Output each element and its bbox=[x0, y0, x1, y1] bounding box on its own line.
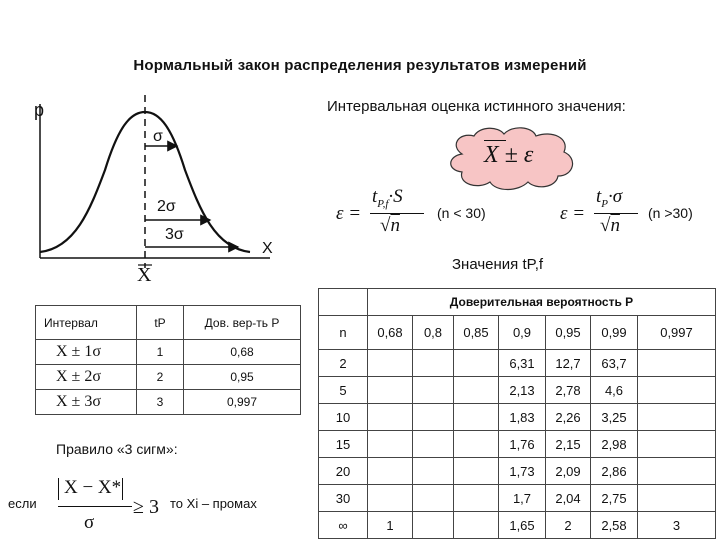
probability-cell: 0,997 bbox=[184, 390, 301, 415]
p-header: 0,99 bbox=[591, 316, 638, 350]
t-value-cell: 2,75 bbox=[591, 485, 638, 512]
table-row bbox=[36, 365, 301, 390]
t-value-cell bbox=[368, 458, 413, 485]
tp-cell: 1 bbox=[137, 340, 184, 365]
t-value-cell bbox=[454, 404, 499, 431]
n-cell: 2 bbox=[319, 350, 368, 377]
table-row bbox=[36, 390, 301, 415]
sigma1-label: σ bbox=[153, 128, 163, 145]
x-mean-label: X bbox=[137, 264, 152, 286]
header-interval: Интервал bbox=[36, 306, 137, 340]
header-probability: Дов. вер-ть P bbox=[184, 306, 301, 340]
t-value-cell bbox=[454, 350, 499, 377]
p-header: 0,85 bbox=[454, 316, 499, 350]
t-value-cell bbox=[413, 377, 454, 404]
sigma2-label: 2σ bbox=[157, 198, 176, 215]
t-value-cell bbox=[368, 377, 413, 404]
t-value-cell bbox=[638, 404, 716, 431]
probability-cell: 0,68 bbox=[184, 340, 301, 365]
t-value-cell bbox=[368, 404, 413, 431]
t-value-cell bbox=[638, 431, 716, 458]
t-value-cell: 1 bbox=[368, 512, 413, 539]
rule-title: Правило «3 сигм»: bbox=[56, 441, 178, 457]
t-value-cell: 2,98 bbox=[591, 431, 638, 458]
t-value-cell: 1,7 bbox=[499, 485, 546, 512]
t-value-cell bbox=[368, 350, 413, 377]
condition-right: (n >30) bbox=[648, 205, 693, 221]
n-header: n bbox=[319, 316, 368, 350]
rule-if: если bbox=[8, 496, 37, 511]
p-header: 0,9 bbox=[499, 316, 546, 350]
interval-cell: X ± 2σ bbox=[36, 365, 137, 390]
condition-left: (n < 30) bbox=[437, 205, 486, 221]
t-value-cell: 2,15 bbox=[546, 431, 591, 458]
t-value-cell bbox=[638, 377, 716, 404]
rule-denominator: σ bbox=[84, 512, 95, 533]
header-tp: tP bbox=[137, 306, 184, 340]
x-axis-label: X bbox=[262, 240, 273, 257]
t-value-cell: 2,78 bbox=[546, 377, 591, 404]
t-value-cell: 1,83 bbox=[499, 404, 546, 431]
t-value-cell bbox=[413, 431, 454, 458]
t-value-cell: 2,09 bbox=[546, 458, 591, 485]
interval-cell: X ± 3σ bbox=[36, 390, 137, 415]
t-value-cell bbox=[413, 404, 454, 431]
sigma3-label: 3σ bbox=[165, 226, 184, 243]
t-value-cell bbox=[413, 350, 454, 377]
t-value-cell: 6,31 bbox=[499, 350, 546, 377]
p-header: 0,997 bbox=[638, 316, 716, 350]
table-row bbox=[319, 404, 716, 431]
table-row bbox=[319, 350, 716, 377]
rule-conclusion: то Xi – промах bbox=[170, 496, 257, 511]
n-cell: 20 bbox=[319, 458, 368, 485]
t-value-cell: 2,13 bbox=[499, 377, 546, 404]
t-value-cell: 1,76 bbox=[499, 431, 546, 458]
p-header: 0,8 bbox=[413, 316, 454, 350]
table-row bbox=[319, 512, 716, 539]
rule-numerator: X − X* bbox=[64, 477, 122, 498]
formula-right: ε = $t_P\cdot\sigma$ √n bbox=[560, 186, 660, 242]
t-value-cell: 63,7 bbox=[591, 350, 638, 377]
n-cell: 5 bbox=[319, 377, 368, 404]
table-row bbox=[319, 377, 716, 404]
page-title: Нормальный закон распределения результатов измерений bbox=[133, 57, 587, 74]
t-value-cell bbox=[413, 485, 454, 512]
n-cell: 15 bbox=[319, 431, 368, 458]
t-value-cell bbox=[454, 431, 499, 458]
sigma-interval-table bbox=[35, 305, 301, 415]
p-header: 0,95 bbox=[546, 316, 591, 350]
formula-left: ε = $t_{P,f}\cdot S$ √n bbox=[336, 186, 436, 242]
t-value-cell: 3,25 bbox=[591, 404, 638, 431]
n-cell: ∞ bbox=[319, 512, 368, 539]
table-caption: Значения tP,f bbox=[452, 256, 544, 273]
cloud-x-bar bbox=[484, 140, 506, 141]
t-value-cell: 2,26 bbox=[546, 404, 591, 431]
interval-title: Интервальная оценка истинного значения: bbox=[327, 98, 626, 115]
confidence-header: Доверительная вероятность P bbox=[368, 289, 716, 316]
t-value-cell bbox=[368, 431, 413, 458]
probability-cell: 0,95 bbox=[184, 365, 301, 390]
table-row bbox=[36, 340, 301, 365]
n-cell: 30 bbox=[319, 485, 368, 512]
table-row bbox=[319, 431, 716, 458]
rule-relation: ≥ 3 bbox=[133, 496, 159, 518]
t-values-table bbox=[318, 288, 716, 539]
p-axis-label: p bbox=[34, 100, 45, 120]
t-value-cell: 1,65 bbox=[499, 512, 546, 539]
t-value-cell: 2 bbox=[546, 512, 591, 539]
p-header: 0,68 bbox=[368, 316, 413, 350]
table-row bbox=[319, 485, 716, 512]
n-cell: 10 bbox=[319, 404, 368, 431]
t-value-cell bbox=[454, 485, 499, 512]
t-value-cell bbox=[368, 485, 413, 512]
t-value-cell bbox=[454, 512, 499, 539]
t-value-cell: 2,86 bbox=[591, 458, 638, 485]
t-value-cell bbox=[638, 350, 716, 377]
t-value-cell: 2,58 bbox=[591, 512, 638, 539]
t-value-cell bbox=[413, 458, 454, 485]
t-value-cell: 2,04 bbox=[546, 485, 591, 512]
t-value-cell bbox=[413, 512, 454, 539]
t-value-cell bbox=[638, 485, 716, 512]
t-value-cell: 3 bbox=[638, 512, 716, 539]
t-value-cell bbox=[454, 458, 499, 485]
tp-cell: 3 bbox=[137, 390, 184, 415]
t-value-cell: 1,73 bbox=[499, 458, 546, 485]
cloud-formula: X ± ε bbox=[484, 142, 534, 168]
t-value-cell: 4,6 bbox=[591, 377, 638, 404]
table-row bbox=[319, 458, 716, 485]
tp-cell: 2 bbox=[137, 365, 184, 390]
t-value-cell bbox=[638, 458, 716, 485]
interval-cell: X ± 1σ bbox=[36, 340, 137, 365]
t-value-cell bbox=[454, 377, 499, 404]
t-value-cell: 12,7 bbox=[546, 350, 591, 377]
